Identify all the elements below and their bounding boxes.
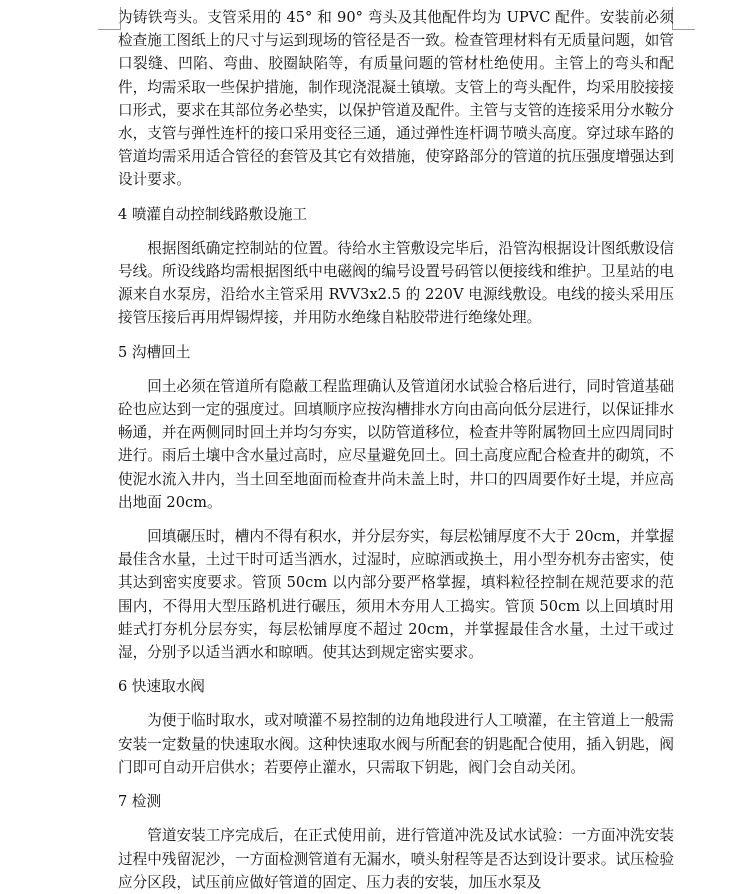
page-corner-mark-right	[672, 7, 695, 30]
section-5-paragraph-1: 回土必须在管道所有隐蔽工程监理确认及管道闭水试验合格后进行，同时管道基础砼也应达到一定的强度过。回填顺序应按沟槽排水方向由高向低分层进行，以保证排水畅通，并在两侧同时回土并均匀夯实，以防管道移位，检查井等附属物回土应四周同时进行。雨后土壤中含水量过高时，应尽量避免回土。回土高度应配合检查井的砌筑，不使泥水流入井内，当土回至地面而检查井尚未盖上时，井口的四周要作好土堤，并应高出地面 20cm。	[118, 377, 674, 511]
section-4-heading: 4 喷灌自动控制线路敷设施工	[118, 205, 308, 223]
document-body	[118, 6, 674, 894]
section-5-heading: 5 沟槽回土	[118, 343, 191, 361]
section-7-paragraph: 管道安装工序完成后，在正式使用前，进行管道冲洗及试水试验：一方面冲洗安装过程中残留泥沙，一方面检测管道有无漏水，喷头射程等是否达到设计要求。试压检验应分区段，试压前应做好管道的固定、压力表的安装，加压水泵及	[118, 827, 674, 891]
section-7-heading: 7 检测	[118, 793, 162, 811]
section-6-paragraph: 为便于临时取水，或对喷灌不易控制的边角地段进行人工喷灌，在主管道上一般需安装一定数量的快速取水阀。这种快速取水阀与所配套的钥匙配合使用，插入钥匙，阀门即可自动开启供水；若要停止灌水，只需取下钥匙，阀门会自动关闭。	[118, 712, 674, 776]
section-6-heading: 6 快速取水阀	[118, 678, 205, 696]
section-5-paragraph-2: 回填碾压时，槽内不得有积水，并分层夯实，每层松铺厚度不大于 20cm，并掌握最佳含水量，土过干时可适当洒水，过湿时，应晾洒或换土，用小型夯机夯击密实，使其达到密实度要求。管顶 50cm 以内部分要严格掌握，填料粒径控制在规范要求的范围内，不得用大型压路机进行碾压，须用木夯用人工捣实。管顶 50cm 以上回填时用蛙式打夯机分层夯实，每层松铺厚度不超过 20cm，并掌握最佳含水量，土过干或过湿，分别予以适当洒水和晾晒。使其达到规定密实要求。	[118, 528, 675, 662]
section-4-paragraph: 根据图纸确定控制站的位置。待给水主管敷设完毕后，沿管沟根据设计图纸敷设信号线。所设线路均需根据图纸中电磁阀的编号设置号码管以便接线和维护。卫星站的电源来自水泵房，沿给水主管采用 RVV3x2.5 的 220V 电源线敷设。电线的接头采用压接管压接后再用焊锡焊接，并用防水绝缘自粘胶带进行绝缘处理。	[118, 239, 674, 327]
paragraph-continued: 为铸铁弯头。支管采用的 45° 和 90° 弯头及其他配件均为 UPVC 配件。安装前必须检查施工图纸上的尺寸与运到现场的管径是否一致。检查管理材料有无质量问题，如管口裂缝、凹陷、弯曲、胶圈缺陷等，有质量问题的管材杜绝使用。主管上的弯头和配件，均需采取一些保护措施，制作现浇混凝土镇墩。支管上的弯头配件，均采用胶接接口形式，要求在其部位务必垫实，以保护管道及配件。主管与支管的连接采用分水鞍分水，支管与弹性连杆的接口采用变径三通，通过弹性连杆调节喷头高度。穿过球车路的管道均需采用适合管径的套管及其它有效措施，使穿路部分的管道的抗压强度增强达到设计要求。	[118, 9, 674, 189]
